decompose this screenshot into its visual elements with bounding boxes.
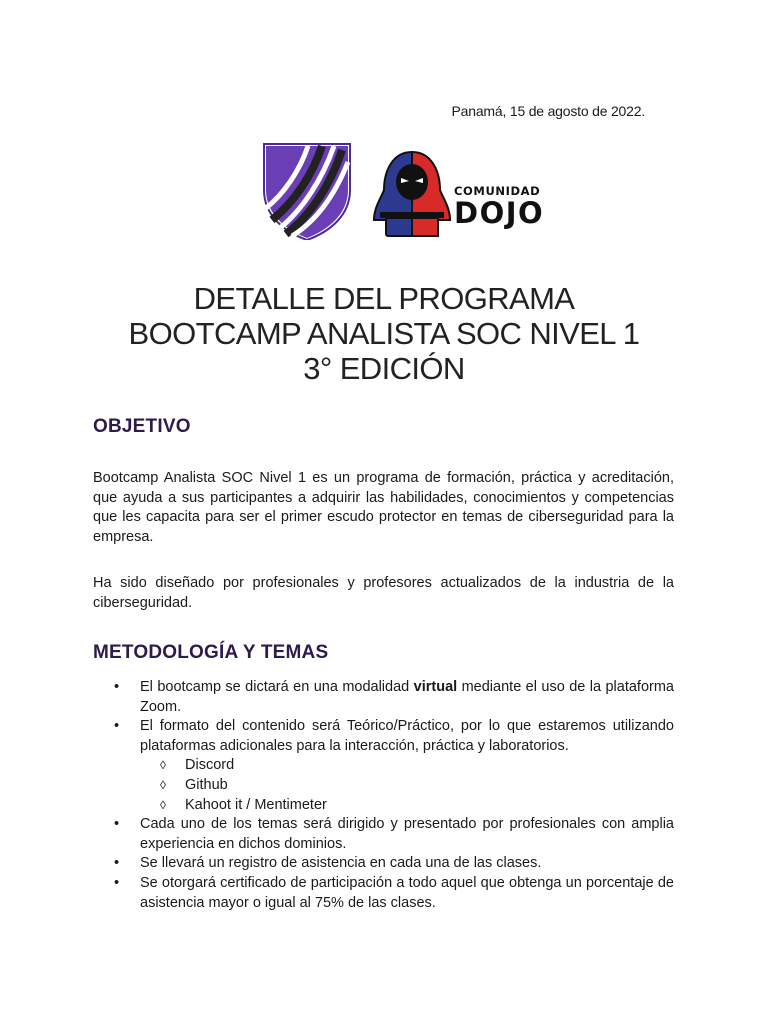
title-line-3: 3° EDICIÓN [303, 351, 465, 386]
list-item [93, 815, 674, 854]
diamond-bullet-icon: ◊ [160, 758, 166, 773]
dojo-wordmark [454, 185, 544, 228]
objetivo-paragraph-2: Ha sido diseñado por profesionales y profesores actualizados de la industria de la ciberseguridad. [93, 575, 674, 611]
objetivo-paragraph-1: Bootcamp Analista SOC Nivel 1 es un programa de formación, práctica y acreditación, que ayuda a sus participantes a adquirir las habilidades, conocimientos y competencias que les capacita para ser el primer escudo protector en temas de ciberseguridad para la empresa. [93, 470, 674, 545]
diamond-bullet-icon: ◊ [160, 797, 166, 812]
bullet-3-text: Cada uno de los temas será dirigido y presentado por profesionales con amplia experiencia en dichos dominios. [140, 816, 674, 852]
metodologia-heading: METODOLOGÍA Y TEMAS [93, 642, 329, 663]
bullet-1-pre: El bootcamp se dictará en una modalidad [140, 679, 414, 695]
bullet-2-text: El formato del contenido será Teórico/Práctico, por lo que estaremos utilizando plataformas adicionales para la interacción, práctica y laboratorios. [140, 718, 674, 754]
dojo-big-text: DOJO [454, 196, 545, 230]
bullet-icon: • [114, 679, 120, 695]
document-title [0, 281, 768, 386]
list-item [93, 678, 674, 717]
objetivo-heading: OBJETIVO [93, 416, 191, 437]
bullet-1-bold: virtual [413, 679, 458, 695]
title-line-1: DETALLE DEL PROGRAMA [193, 281, 575, 316]
bullet-icon: • [114, 816, 120, 833]
logos [262, 140, 552, 240]
bullet-5-text: Se otorgará certificado de participación a todo aquel que obtenga un porcentaje de asistencia mayor o igual al 75% de las clases. [140, 874, 674, 911]
purple-shield-icon [262, 140, 352, 240]
document-date: Panamá, 15 de agosto de 2022. [451, 103, 645, 119]
sub-item-label: Github [185, 776, 228, 793]
metodologia-list [93, 678, 674, 913]
sub-list-item [140, 756, 674, 776]
bullet-icon: • [114, 718, 120, 735]
list-item [93, 874, 674, 913]
diamond-bullet-icon: ◊ [160, 777, 166, 792]
sub-item-label: Discord [185, 757, 235, 774]
title-line-2: BOOTCAMP ANALISTA SOC NIVEL 1 [128, 316, 640, 351]
bullet-icon: • [114, 855, 120, 872]
bullet-1-post: mediante el uso de la plataforma Zoom. [140, 679, 674, 715]
sub-list-item [140, 796, 674, 816]
bullet-4-text: Se llevará un registro de asistencia en cada una de las clases. [140, 855, 542, 872]
bullet-icon: • [114, 874, 120, 891]
sub-list-item [140, 776, 674, 796]
list-item [93, 854, 674, 874]
list-item [93, 717, 674, 815]
platforms-sublist [140, 756, 674, 815]
hooded-hacker-icon [372, 150, 452, 238]
sub-item-label: Kahoot it / Mentimeter [185, 796, 327, 813]
dojo-top-text: COMUNIDAD [454, 184, 541, 198]
